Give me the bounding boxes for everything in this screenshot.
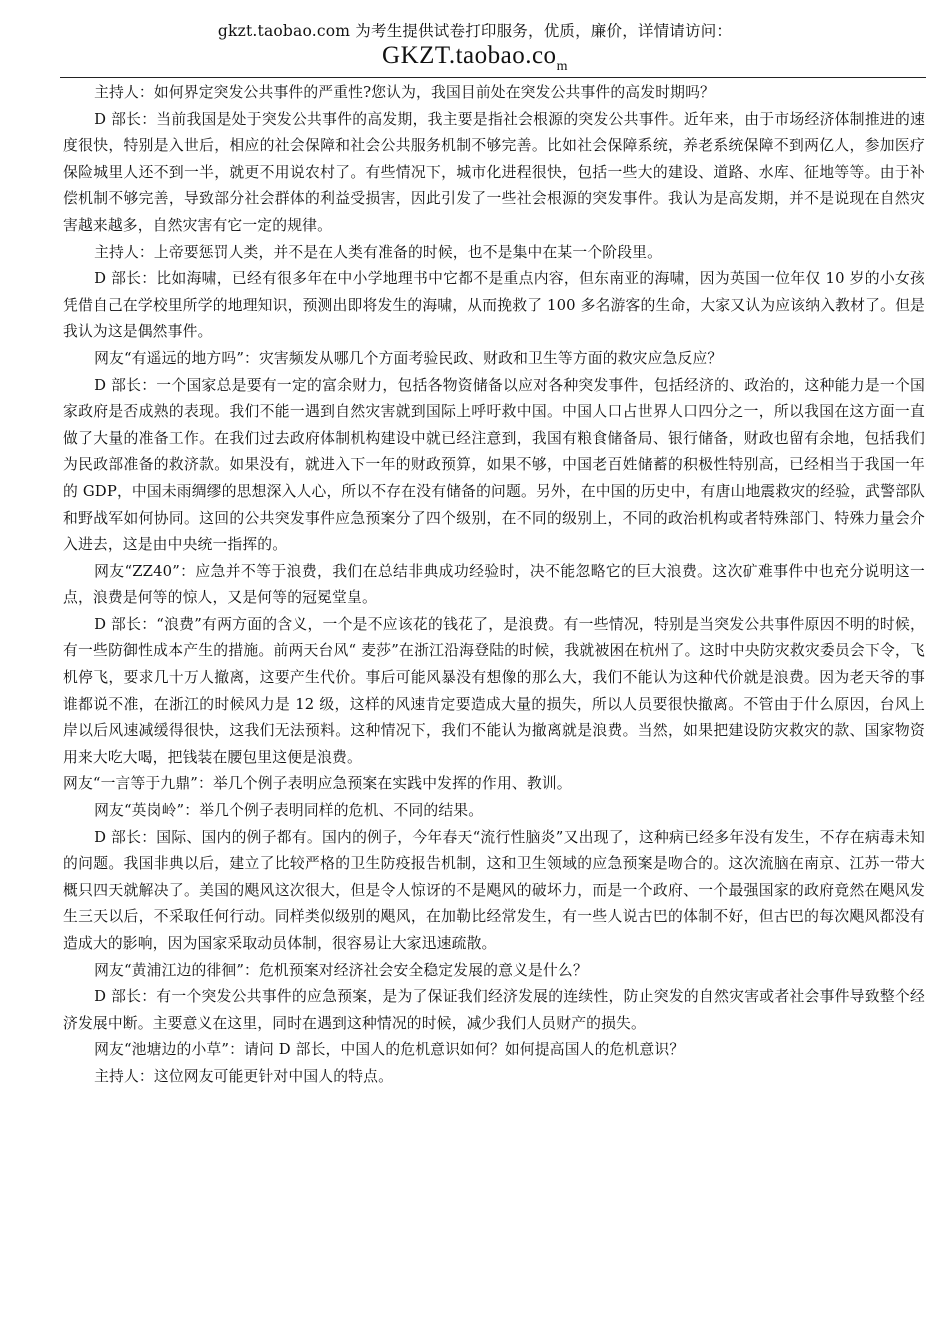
header-site-link[interactable] (0, 42, 950, 81)
paragraph: 主持人：如何界定突发公共事件的严重性?您认为，我国目前处在突发公共事件的高发时期吗？ (94, 84, 715, 101)
paragraph: D 部长：国际、国内的例子都有。国内的例子，今年春天“流行性脑炎”又出现了，这种病已经多年没有发生，不存在病毒未知的问题。我国非典以后，建立了比较严格的卫生防疫报告机制，这和卫生领域的应急预案是吻合的。这次流脑在南京、江苏一带大概只四天就解决了。美国的飓风这次很大，但是令人惊讶的不是飓风的破坏力，而是一个政府、一个最强国家的政府竟然在飓风发生三天以后，不采取任何行动。同样类似级别的飓风，在加勒比经常发生，有一些人说古巴的体制不好，但古巴的每次飓风都没有造成大的影响，因为国家采取动员体制，很容易让大家迅速疏散。 (63, 828, 925, 952)
interview-transcript (63, 80, 925, 1091)
paragraph: D 部长：当前我国是处于突发公共事件的高发期，我主要是指社会根源的突发公共事件。近年来，由于市场经济体制推进的速度很快，特别是入世后，相应的社会保障和社会公共服务机制不够完善。比如社会保障系统，养老系统保障不到两亿人，参加医疗保险城里人还不到一半，就更不用说农村了。有些情况下，城市化进程很快，包括一些大的建设、道路、水库、征地等等。由于补偿机制不够完善，导致部分社会群体的利益受损害，因此引发了一些社会根源的突发事件。我认为是高发期，并不是说现在自然灾害越来越多，自然灾害有它一定的规律。 (63, 110, 925, 234)
paragraph: 网友“有遥远的地方吗”：灾害频发从哪几个方面考验民政、财政和卫生等方面的救灾应急反应？ (94, 349, 723, 367)
paragraph: 网友“池塘边的小草”：请问 D 部长，中国人的危机意识如何？如何提高国人的危机意识？ (94, 1041, 685, 1059)
paragraph: D 部长：比如海啸，已经有很多年在中小学地理书中它都不是重点内容，但东南亚的海啸，因为英国一位年仅 10 岁的小女孩凭借自己在学校里所学的地理知识，预测出即将发生的海啸，从而挽救了 100 多名游客的生命，大家又认为应该纳入教材了。但是我认为这是偶然事件。 (63, 270, 925, 341)
header-service-notice: gkzt.taobao.com 为考生提供试卷打印服务，优质，廉价，详情请访问： (217, 22, 733, 40)
paragraph: D 部长：有一个突发公共事件的应急预案，是为了保证我们经济发展的连续性，防止突发的自然灾害或者社会事件导致整个经济发展中断。主要意义在这里，同时在遇到这种情况的时候，减少我们人员财产的损失。 (63, 988, 925, 1032)
paragraph: 网友“英岗岭”：举几个例子表明同样的危机、不同的结果。 (94, 802, 484, 820)
header-divider (60, 77, 926, 78)
paragraph: 网友“一言等于九鼎”：举几个例子表明应急预案在实践中发挥的作用、教训。 (63, 775, 572, 793)
paragraph: 主持人：上帝要惩罚人类，并不是在人类有准备的时候，也不是集中在某一个阶段里。 (94, 243, 663, 261)
paragraph: 网友“ZZ40”：应急并不等于浪费，我们在总结非典成功经验时，决不能忽略它的巨大浪费。这次矿难事件中也充分说明这一点，浪费是何等的惊人，又是何等的冠冕堂皇。 (63, 562, 925, 607)
header-site-main: GKZT.taobao.co (382, 42, 557, 69)
page-header (0, 20, 950, 81)
header-site-sub: m (556, 59, 568, 74)
paragraph: 主持人：这位网友可能更针对中国人的特点。 (94, 1067, 394, 1085)
paragraph: D 部长：一个国家总是要有一定的富余财力，包括各物资储备以应对各种突发事件，包括经济的、政治的，这种能力是一个国家政府是否成熟的表现。我们不能一遇到自然灾害就到国际上呼吁救中国。中国人口占世界人口四分之一，所以我国在这方面一直做了大量的准备工作。在我们过去政府体制机构建设中就已经注意到，我国有粮食储备局、银行储备，财政也留有余地，包括我们为民政部准备的救济款。如果没有，就进入下一年的财政预算，如果不够，中国老百姓储蓄的积极性特别高，已经相当于我国一年的 GDP，中国未雨绸缪的思想深入人心，所以不存在没有储备的问题。另外，在中国的历史中，有唐山地震救灾的经验，武警部队和野战军如何协同。这回的公共突发事件应急预案分了四个级别，在不同的级别上，不同的政治机构或者特殊部门、特殊力量会介入进去，这是由中央统一指挥的。 (63, 376, 925, 554)
paragraph: D 部长：“浪费”有两方面的含义，一个是不应该花的钱花了，是浪费。有一些情况，特别是当突发公共事件原因不明的时候，有一些防御性成本产生的措施。前两天台风“ 麦莎”在浙江沿海登陆的时候，我就被困在杭州了。这时中央防灾救灾委员会下令，飞机停飞，要求几十万人撤离，这要产生代价。事后可能风暴没有想像的那么大，我们不能认为这种代价就是浪费。因为老天爷的事谁都说不准，在浙江的时候风力是 12 级，这样的风速肯定要造成大量的损失，所以人员要很快撤离。不管由于什么原因，台风上岸以后风速减缓得很快，这我们无法预料。这种情况下，我们不能认为撤离就是浪费。当然，如果把建设防灾救灾的款、国家物资用来大吃大喝，把钱装在腰包里这便是浪费。 (63, 615, 926, 766)
paragraph: 网友“黄浦江边的徘徊”：危机预案对经济社会安全稳定发展的意义是什么？ (94, 961, 588, 979)
